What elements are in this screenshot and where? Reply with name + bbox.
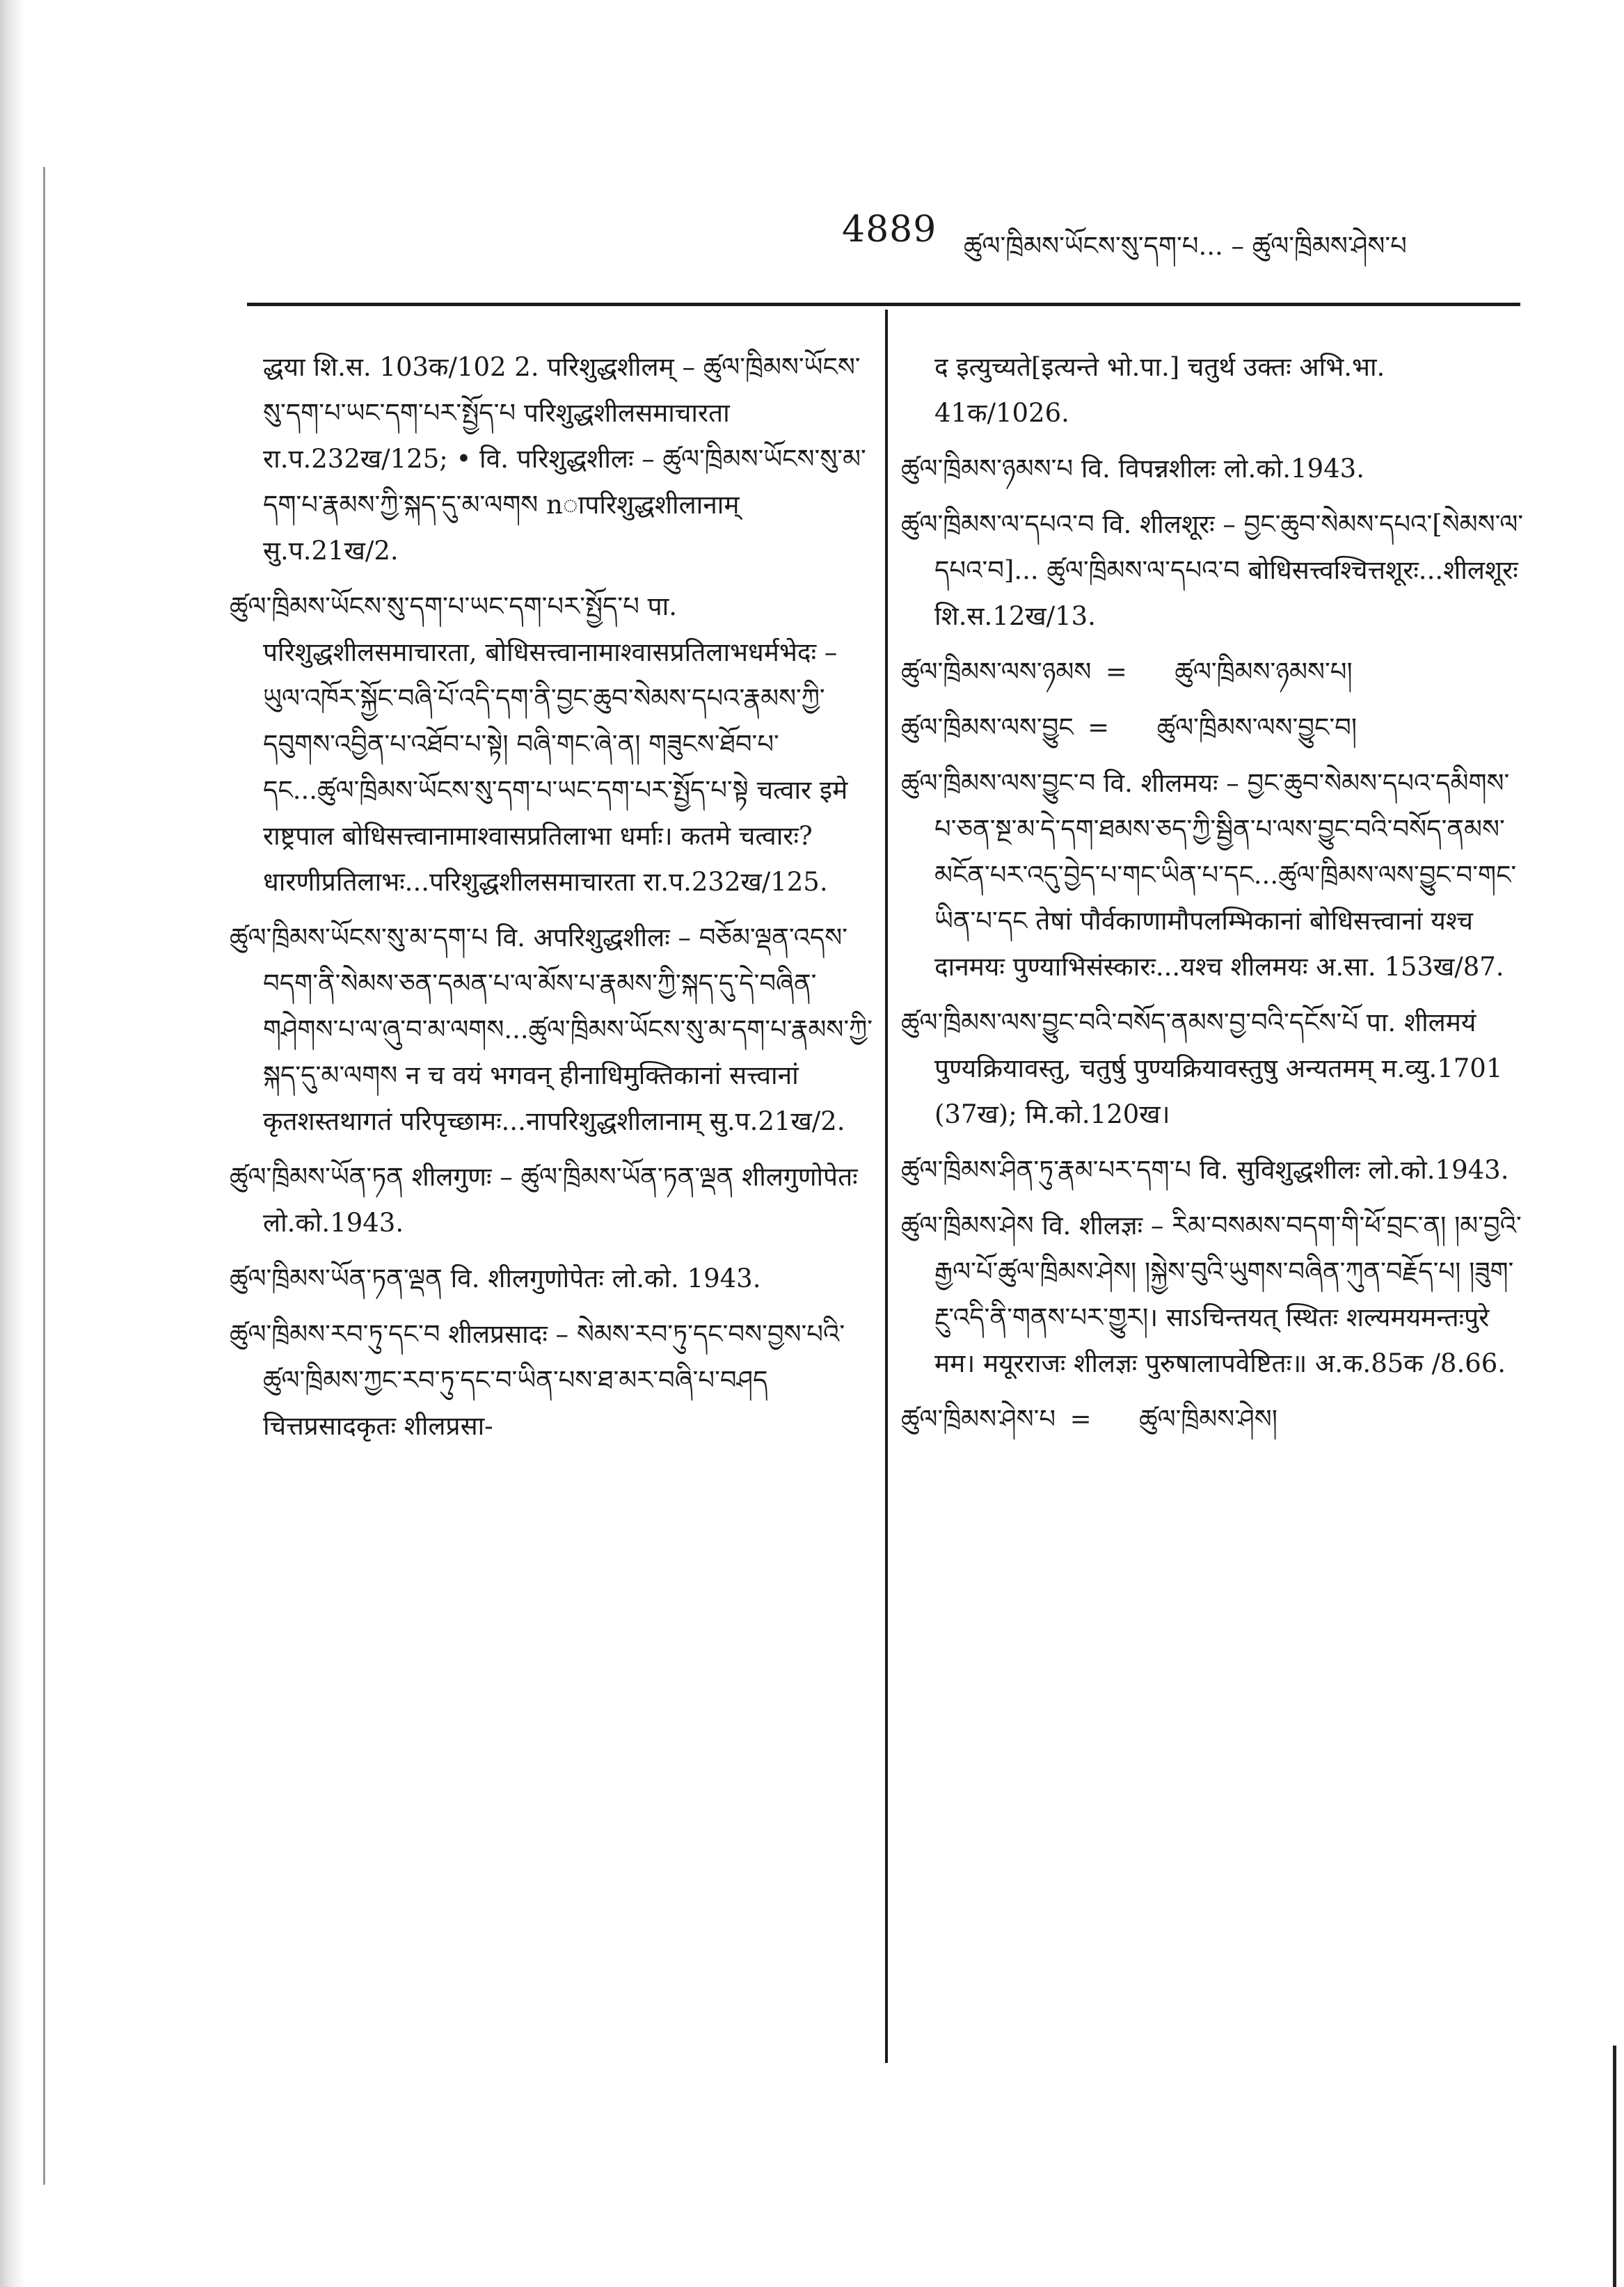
left-column <box>230 344 873 1459</box>
scan-edge-mark <box>1613 2046 1616 2287</box>
running-head: ཚུལ་ཁྲིམས་ཡོངས་སུ་དག་པ... – ཚུལ་ཁྲིམས་ཤེས་པ <box>964 231 1407 261</box>
cross-reference: ཚུལ་ཁྲིམས་ཉམས་པ། <box>1175 657 1353 687</box>
scan-edge-line <box>43 167 45 2185</box>
page-number: 4889 <box>842 209 937 250</box>
header-rule <box>247 303 1520 306</box>
dictionary-entry: ཚུལ་ཁྲིམས་ཡོངས་སུ་དག་པ་ཡང་དག་པར་སྤྱོད་པ पा. परिशुद्धशीलसमाचारता, बोधिसत्त्वानामाश्वासप्रतिलाभधर्मभेदः – ཡུལ་འཁོར་སྐྱོང་བཞི་པོ་འདི་དག་ནི་བྱང་ཆུབ་སེམས་དཔའ་རྣམས་ཀྱི་དབུགས་འབྱིན་པ་འཐོབ་པ་སྟེ། བཞི་གང་ཞེ་ན། གཟུངས་ཐོབ་པ་དང...ཚུལ་ཁྲིམས་ཡོངས་སུ་དག་པ་ཡང་དག་པར་སྤྱོད་པ་སྟེ चत्वार इमे राष्ट्रपाल बोधिसत्त्वानामाश्वासप्रतिलाभा धर्माः। कतमे चत्वारः? धारणीप्रतिलाभः...परिशुद्धशीलसमाचारता रा.प.232ख/125. <box>230 591 848 897</box>
cross-reference: ཚུལ་ཁྲིམས་ཤེས། <box>1139 1404 1277 1434</box>
dictionary-entry: ཚུལ་ཁྲིམས་རབ་ཏུ་དང་བ शीलप्रसादः – སེམས་རབ་ཏུ་དང་བས་བྱས་པའི་ཚུལ་ཁྲིམས་ཀྱང་རབ་ཏུ་དང་བ་ཡིན་པས་ཐ་མར་བཞི་པ་བཤད चित्तप्रसादकृतः शीलप्रसा- <box>230 1319 845 1441</box>
dictionary-entry: ཚུལ་ཁྲིམས་ལས་བྱུང་བ वि. शीलमयः – བྱང་ཆུབ་སེམས་དཔའ་དམིགས་པ་ཅན་སྔ་མ་དེ་དག་ཐམས་ཅད་ཀྱི་སྦྱིན་པ་ལས་བྱུང་བའི་བསོད་ནམས་མངོན་པར་འདུ་བྱེད་པ་གང་ཡིན་པ་དང...ཚུལ་ཁྲིམས་ལས་བྱུང་བ་གང་ཡིན་པ་དང तेषां पौर्वकाणामौपलम्भिकानां बोधिसत्त्वानां यश्च दानमयः पुण्याभिसंस्कारः...यश्च शीलमयः अ.सा. 153ख/87. <box>901 768 1517 982</box>
column-divider <box>885 310 888 2063</box>
dictionary-entry <box>901 705 1527 751</box>
dictionary-entry: ཚུལ་ཁྲིམས་ཤིན་ཏུ་རྣམ་པར་དག་པ वि. सुविशुद्धशीलः लो.को.1943. <box>901 1155 1509 1185</box>
dictionary-entry <box>901 649 1527 695</box>
entry-headword: ཚུལ་ཁྲིམས་ལས་ཉམས <box>901 657 1092 687</box>
cross-reference: ཚུལ་ཁྲིམས་ལས་བྱུང་བ། <box>1156 712 1358 742</box>
dictionary-entry: द इत्युच्यते[इत्यन्ते भो.पा.] चतुर्थ उक्तः अभि.भा. 41क/1026. <box>934 352 1385 428</box>
dictionary-entry <box>901 1396 1527 1442</box>
dictionary-entry: ཚུལ་ཁྲིམས་ཡོན་ཏན शीलगुणः – ཚུལ་ཁྲིམས་ཡོན་ཏན་ལྡན शीलगुणोपेतः लो.को.1943. <box>230 1162 858 1238</box>
dictionary-entry: ཚུལ་ཁྲིམས་ཉམས་པ वि. विपन्नशीलः लो.को.1943. <box>901 454 1364 484</box>
dictionary-entry: ཚུལ་ཁྲིམས་ལས་བྱུང་བའི་བསོད་ནམས་བྱ་བའི་དངོས་པོ पा. शीलमयं पुण्यक्रियावस्तु, चतुर्षु पुण्यक्रियावस्तुषु अन्यतमम् म.व्यु.1701 (37ख); मि.को.120ख। <box>901 1007 1503 1129</box>
dictionary-entry: ཚུལ་ཁྲིམས་ཡོངས་སུ་མ་དག་པ वि. अपरिशुद्धशीलः – བཅོམ་ལྡན་འདས་བདག་ནི་སེམས་ཅན་དམན་པ་ལ་མོས་པ་རྣམས་ཀྱི་སྐད་དུ་དེ་བཞིན་གཤེགས་པ་ལ་ཞུ་བ་མ་ལགས...ཚུལ་ཁྲིམས་ཡོངས་སུ་མ་དག་པ་རྣམས་ཀྱི་སྐད་དུ་མ་ལགས न च वयं भगवन् हीनाधिमुक्तिकानां सत्त्वानां कृतशस्तथागतं परिपृच्छामः...नापरिशुद्धशीलानाम् सु.प.21ख/2. <box>230 923 873 1136</box>
dictionary-entry: द्धया शि.स. 103क/102 2. परिशुद्धशीलम् – ཚུལ་ཁྲིམས་ཡོངས་སུ་དག་པ་ཡང་དག་པར་སྤྱོད་པ परिशुद्धशीलसमाचारता रा.प.232ख/125; • वि. परिशुद्धशीलः – ཚུལ་ཁྲིམས་ཡོངས་སུ་མ་དག་པ་རྣམས་ཀྱི་སྐད་དུ་མ་ལགས nापरिशुद्धशीलानाम् सु.प.21ख/2. <box>263 352 866 566</box>
dictionary-entry: ཚུལ་ཁྲིམས་ཤེས वि. शीलज्ञः – རིམ་བསམས་བདག་གི་ཕོ་བྲང་ན། །མ་བྱའི་རྒྱལ་པོ་ཚུལ་ཁྲིམས་ཤེས། །སྐྱེས་བུའི་ཡུགས་བཞིན་ཀུན་བརྗོད་པ། །ཟུག་རྔུ་འདི་ནི་གནས་པར་གྱུར།। साऽचिन्तयत् स्थितः शल्यमयमन्तःपुरे मम। मयूरराजः शीलज्ञः पुरुषालापवेष्टितः॥ अ.क.85क /8.66. <box>901 1211 1522 1378</box>
equals-sign: = <box>1088 712 1110 742</box>
page-header <box>842 202 1531 264</box>
equals-sign: = <box>1105 657 1127 687</box>
equals-sign: = <box>1069 1404 1092 1434</box>
scan-binding-shadow <box>0 0 25 2287</box>
entry-headword: ཚུལ་ཁྲིམས་ལས་བྱུང <box>901 712 1074 742</box>
dictionary-entry: ཚུལ་ཁྲིམས་ལ་དཔའ་བ वि. शीलशूरः – བྱང་ཆུབ་སེམས་དཔའ་[སེམས་ལ་དཔའ་བ]... ཚུལ་ཁྲིམས་ལ་དཔའ་བ बोधिसत्त्वश्चित्तशूरः...शीलशूरः शि.स.12ख/13. <box>901 509 1524 631</box>
entry-headword: ཚུལ་ཁྲིམས་ཤེས་པ <box>901 1404 1056 1434</box>
right-column <box>901 344 1527 1452</box>
dictionary-entry: ཚུལ་ཁྲིམས་ཡོན་ཏན་ལྡན वि. शीलगुणोपेतः लो.को. 1943. <box>230 1264 761 1293</box>
